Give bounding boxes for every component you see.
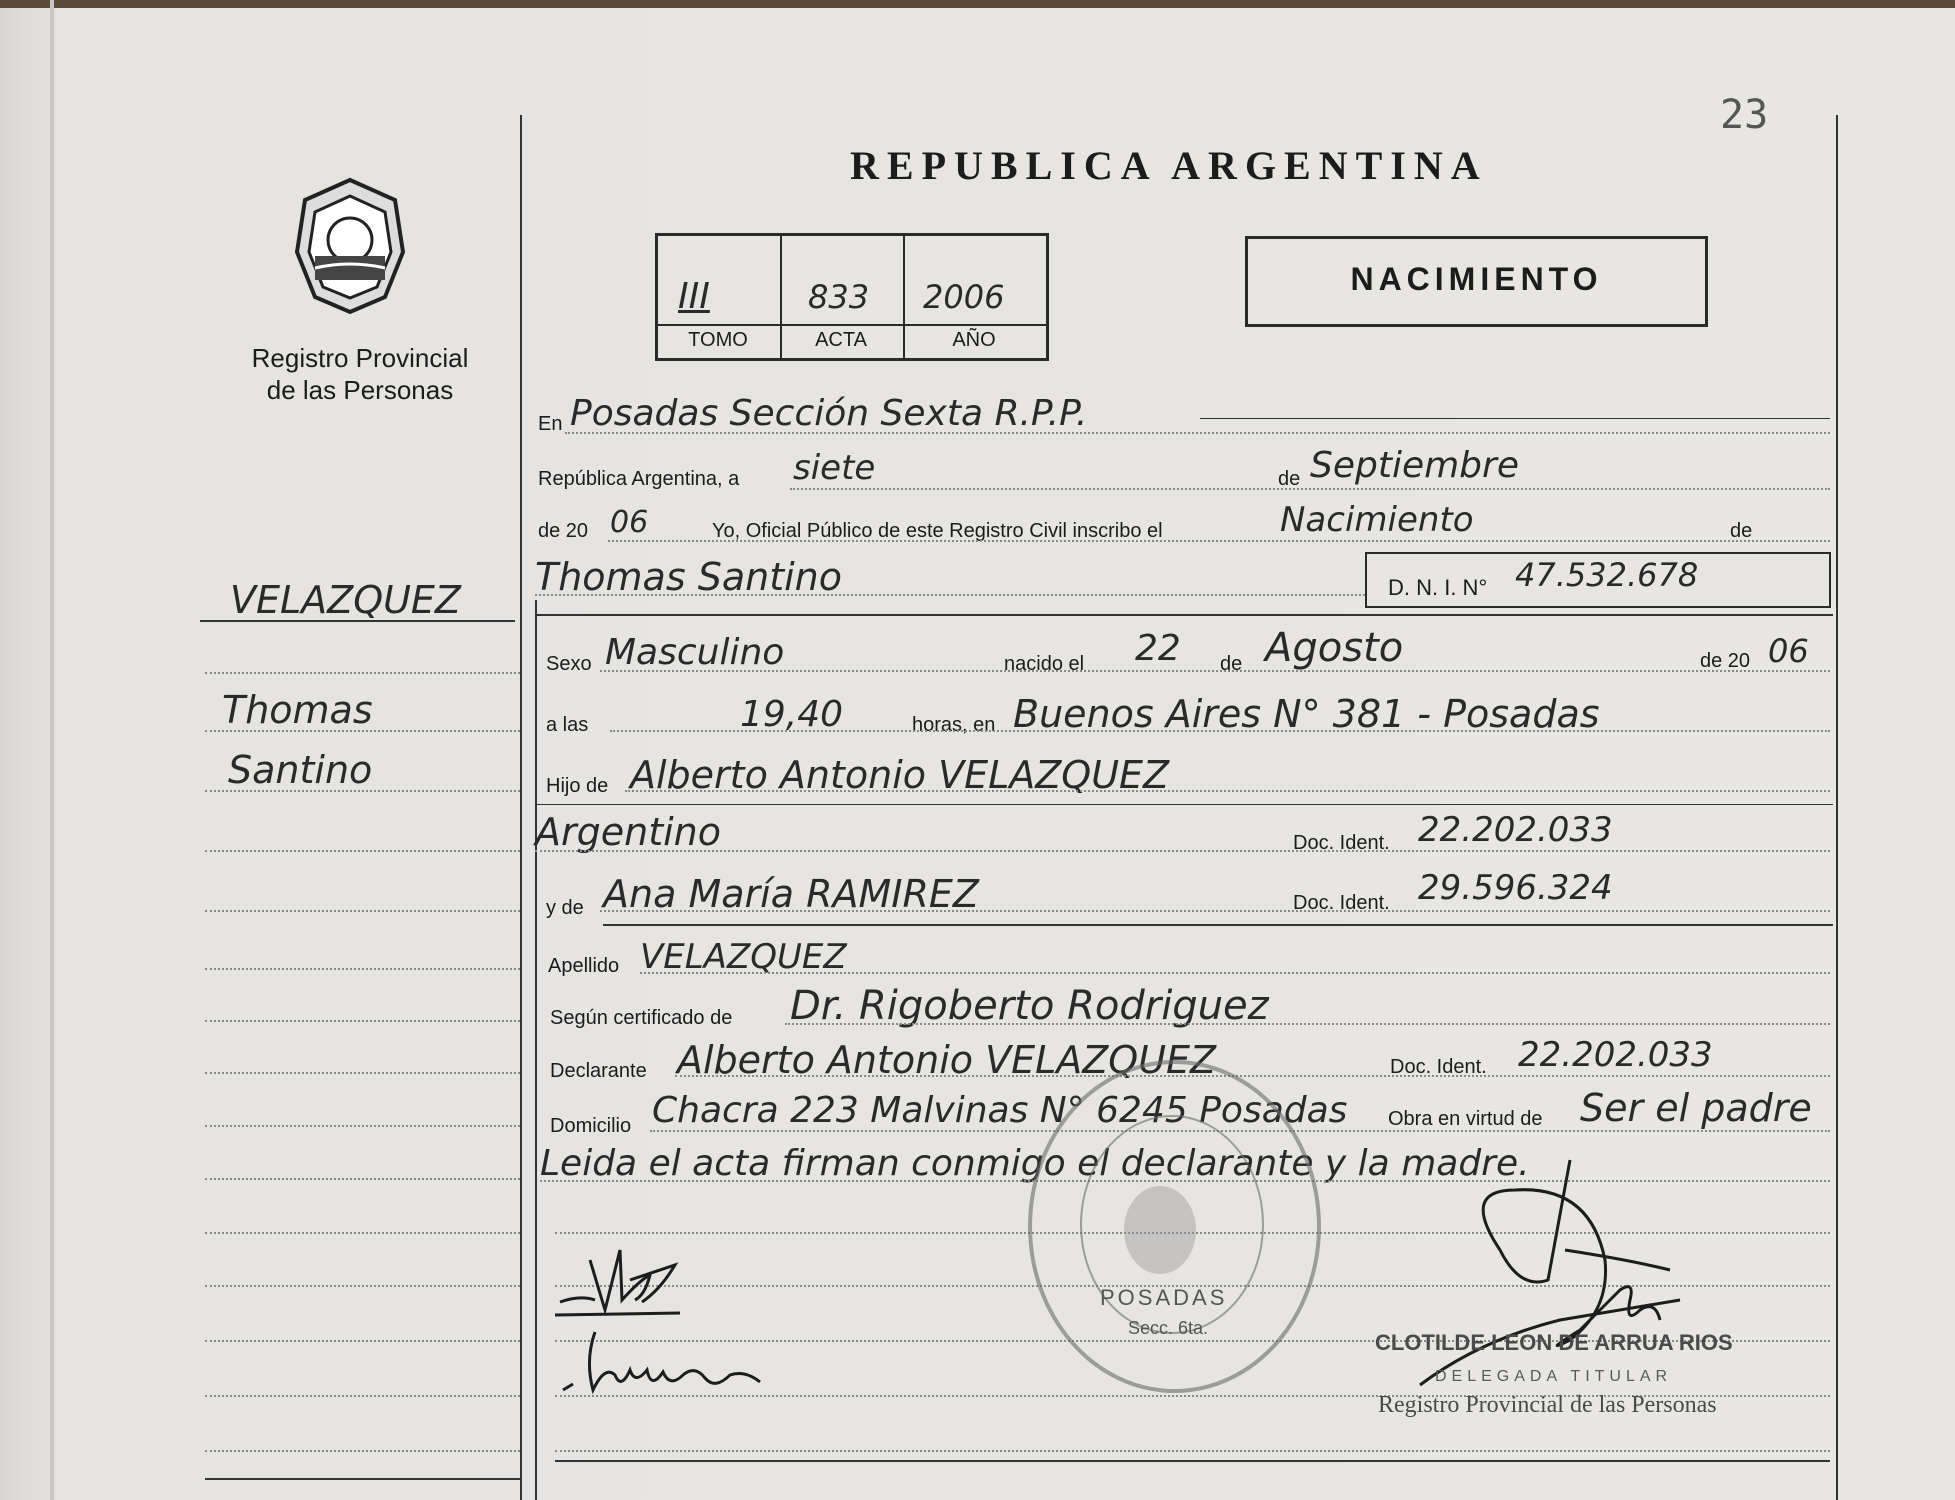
round-stamp-section: Secc. 6ta. xyxy=(1128,1318,1209,1338)
entry-mother-doc: 29.596.324 xyxy=(1418,868,1613,908)
sidebar-dotted-line xyxy=(205,1020,520,1022)
ano-label: AÑO xyxy=(952,329,996,351)
sidebar-dotted-line xyxy=(205,1450,520,1452)
page-fold xyxy=(50,0,54,1500)
section-rule xyxy=(535,614,1833,616)
entry-line xyxy=(610,730,1830,732)
sidebar-dotted-line xyxy=(205,1232,520,1234)
round-stamp-city: POSADAS xyxy=(1100,1285,1228,1310)
label-doc-ident-father: Doc. Ident. xyxy=(1293,832,1390,854)
entry-declarant: Alberto Antonio VELAZQUEZ xyxy=(677,1038,1217,1082)
record-box xyxy=(655,233,1049,361)
entry-birth-month: Agosto xyxy=(1265,625,1404,671)
ano-value: 2006 xyxy=(923,278,1005,316)
sidebar-given2: Santino xyxy=(228,748,373,792)
label-domicilio: Domicilio xyxy=(550,1115,632,1137)
country-title: REPUBLICA ARGENTINA xyxy=(850,143,1488,188)
tomo-label: TOMO xyxy=(688,329,748,351)
label-nacido-el: nacido el xyxy=(1004,653,1085,675)
label-yo-oficial: Yo, Oficial Público de este Registro Civil inscribo el xyxy=(712,520,1163,542)
entry-act-word: Nacimiento xyxy=(1280,500,1474,540)
entry-birth-day: 22 xyxy=(1135,628,1181,669)
label-declarante: Declarante xyxy=(550,1060,647,1082)
official-role: DELEGADA TITULAR xyxy=(1435,1368,1673,1385)
sidebar-dotted-line xyxy=(205,1395,520,1397)
label-apellido: Apellido xyxy=(548,955,620,977)
label-republica: República Argentina, a xyxy=(538,468,740,490)
entry-line-solid xyxy=(535,804,1833,805)
declarant-signature xyxy=(550,1240,710,1330)
label-de-child: de xyxy=(1730,520,1753,542)
blank-line xyxy=(555,1450,1830,1452)
page-number: 23 xyxy=(1720,92,1769,138)
entry-line xyxy=(790,488,1830,490)
label-de-month: de xyxy=(1278,468,1301,490)
record-box-baseline xyxy=(658,324,1046,326)
entry-birth-place: Buenos Aires N° 381 - Posadas xyxy=(1013,692,1600,736)
entry-line xyxy=(640,972,1830,974)
bottom-rule xyxy=(555,1460,1830,1462)
sidebar-dotted-line xyxy=(205,1340,520,1342)
label-en: En xyxy=(538,413,563,435)
entry-line xyxy=(625,790,1830,792)
entry-birth-time: 19,40 xyxy=(740,694,844,735)
entry-line xyxy=(535,594,1365,596)
entry-declarant-doc: 22.202.033 xyxy=(1518,1035,1713,1075)
label-sexo: Sexo xyxy=(546,653,592,675)
entry-closing: Leida el acta firman conmigo el declarante y la madre. xyxy=(540,1143,1530,1184)
label-a-las: a las xyxy=(546,714,589,736)
entry-line xyxy=(675,1075,1830,1077)
entry-line xyxy=(565,432,1830,434)
content-right-border xyxy=(1836,115,1838,1500)
mother-signature xyxy=(555,1320,785,1400)
label-de-200: de 20 xyxy=(1700,650,1751,672)
entry-child-name: Thomas Santino xyxy=(535,555,843,599)
sidebar-dotted-line xyxy=(205,790,520,792)
sidebar-rule xyxy=(200,620,515,622)
sidebar-dotted-line xyxy=(205,730,520,732)
entry-father: Alberto Antonio VELAZQUEZ xyxy=(630,753,1170,797)
entry-birth-year-suffix: 06 xyxy=(1768,632,1809,670)
label-de-birth-month: de xyxy=(1220,653,1243,675)
entry-father-nationality: Argentino xyxy=(535,810,721,854)
label-obra: Obra en virtud de xyxy=(1388,1108,1543,1130)
label-hijo-de: Hijo de xyxy=(546,775,609,797)
sidebar-dotted-line xyxy=(205,1125,520,1127)
registry-name-line2: de las Personas xyxy=(266,375,454,405)
official-name: CLOTILDE LEON DE ARRUA RIOS xyxy=(1375,1330,1733,1355)
entry-certifier: Dr. Rigoberto Rodriguez xyxy=(790,983,1269,1029)
entry-line xyxy=(600,910,1830,912)
entry-year-suffix: 06 xyxy=(610,505,649,540)
label-dni: D. N. I. N° xyxy=(1388,575,1488,600)
entry-address: Chacra 223 Malvinas N° 6245 Posadas xyxy=(652,1090,1348,1131)
content-left-border xyxy=(535,600,537,1500)
act-type: NACIMIENTO xyxy=(1350,261,1603,297)
sidebar-surname: VELAZQUEZ xyxy=(230,578,461,622)
entry-month: Septiembre xyxy=(1310,445,1519,486)
entry-surname: VELAZQUEZ xyxy=(640,937,847,977)
section-rule xyxy=(603,924,1833,926)
sidebar-dotted-line xyxy=(205,968,520,970)
act-type-box xyxy=(1245,236,1708,327)
entry-place: Posadas Sección Sexta R.P.P. xyxy=(570,393,1088,434)
sidebar-dotted-line xyxy=(205,1178,520,1180)
stamp-emblem xyxy=(1115,1180,1205,1280)
label-doc-ident-mother: Doc. Ident. xyxy=(1293,892,1390,914)
entry-dni: 47.532.678 xyxy=(1515,556,1699,594)
column-divider xyxy=(520,115,522,1500)
sidebar-dotted-line xyxy=(205,1072,520,1074)
sidebar-dotted-line xyxy=(205,672,520,674)
entry-mother: Ana María RAMIREZ xyxy=(603,872,979,916)
entry-capacity: Ser el padre xyxy=(1580,1086,1812,1130)
page-top-edge xyxy=(0,0,1955,8)
sidebar-bottom-rule xyxy=(205,1478,520,1480)
entry-day-word: siete xyxy=(793,448,876,488)
sidebar-given1: Thomas xyxy=(222,688,373,732)
entry-father-doc: 22.202.033 xyxy=(1418,810,1613,850)
label-segun: Según certificado de xyxy=(550,1007,733,1029)
label-y-de: y de xyxy=(546,897,584,919)
entry-line-fill xyxy=(1200,418,1830,419)
label-doc-ident-declarant: Doc. Ident. xyxy=(1390,1056,1487,1078)
entry-line xyxy=(600,670,1830,672)
official-signature xyxy=(1400,1150,1720,1400)
entry-line xyxy=(535,850,1830,852)
registry-name-line1: Registro Provincial xyxy=(251,343,469,373)
official-org: Registro Provincial de las Personas xyxy=(1378,1392,1717,1418)
acta-label: ACTA xyxy=(815,329,867,351)
entry-sex: Masculino xyxy=(605,632,785,673)
provincial-seal xyxy=(285,172,415,317)
label-horas-en: horas, en xyxy=(912,714,996,736)
sidebar-dotted-line xyxy=(205,910,520,912)
entry-line xyxy=(785,1023,1830,1025)
acta-value: 833 xyxy=(808,278,870,316)
sidebar-dotted-line xyxy=(205,1285,520,1287)
tomo-value: III xyxy=(678,276,710,317)
entry-line xyxy=(608,540,1830,542)
label-de-20: de 20 xyxy=(538,520,589,542)
sidebar-dotted-line xyxy=(205,850,520,852)
